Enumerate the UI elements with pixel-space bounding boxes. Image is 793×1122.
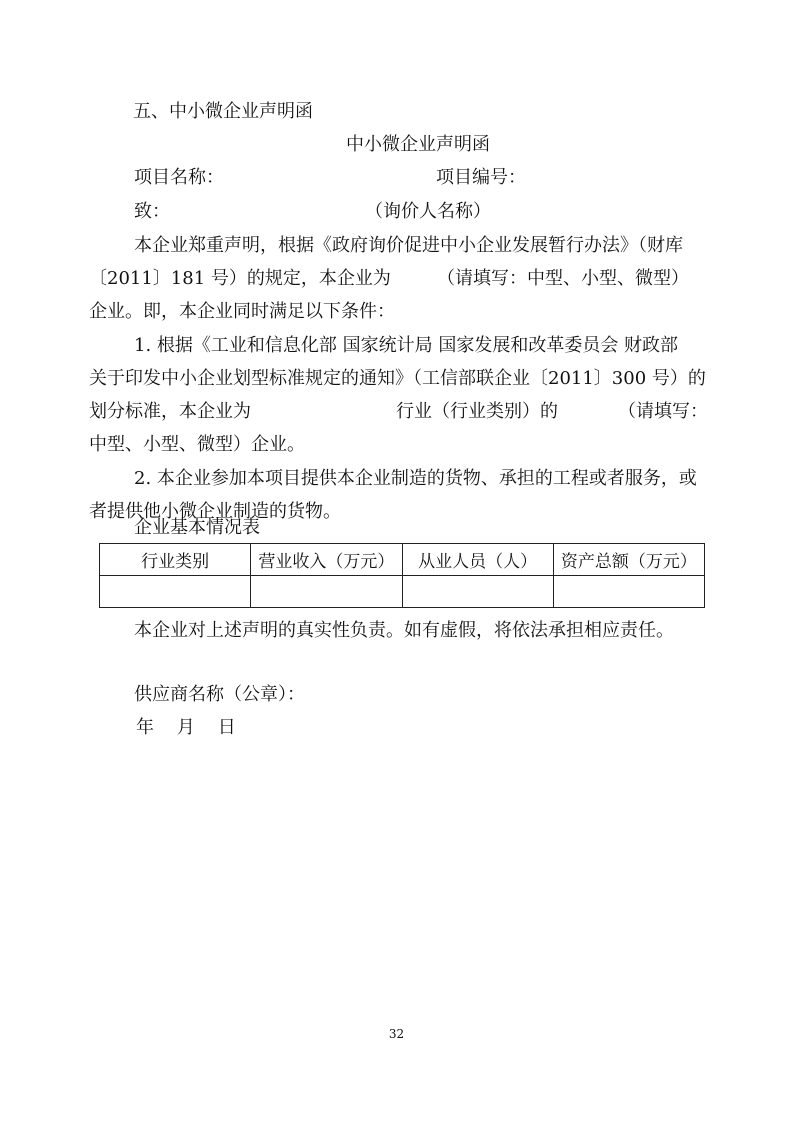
item2-line-2: 者提供他小微企业制造的货物。 xyxy=(89,501,341,522)
table-caption: 企业基本情况表 xyxy=(134,517,260,538)
table-header-row xyxy=(100,544,705,576)
table-header-cell: 营业收入（万元） xyxy=(251,544,402,576)
item1-line-1: 1. 根据《工业和信息化部 国家统计局 国家发展和改革委员会 财政部 xyxy=(134,335,679,356)
item1-line-4: 中型、小型、微型）企业。 xyxy=(89,434,305,455)
item2-line-1: 2. 本企业参加本项目提供本企业制造的货物、承担的工程或者服务，或 xyxy=(134,468,697,489)
supplier-name-label: 供应商名称（公章）： xyxy=(134,684,305,705)
to-label: 致： xyxy=(134,201,170,222)
project-number-label: 项目编号： xyxy=(436,167,526,188)
intro-line-1: 本企业郑重声明，根据《政府询价促进中小企业发展暂行办法》（财库 xyxy=(134,235,683,256)
table-row xyxy=(100,576,705,608)
project-name-label: 项目名称： xyxy=(134,167,224,188)
section-heading: 五、中小微企业声明函 xyxy=(133,101,313,122)
inquirer-name-placeholder: （询价人名称） xyxy=(365,201,491,222)
table-cell xyxy=(100,576,251,608)
document-title: 中小微企业声明函 xyxy=(346,134,490,155)
table-header-cell: 资产总额（万元） xyxy=(553,544,704,576)
item1-line-3a: 划分标准，本企业为 xyxy=(89,401,251,422)
table-cell xyxy=(251,576,402,608)
table-cell xyxy=(553,576,704,608)
table-header-cell: 行业类别 xyxy=(100,544,251,576)
table-header-cell: 从业人员（人） xyxy=(402,544,553,576)
enterprise-info-table xyxy=(99,543,705,608)
intro-line-2a: 〔2011〕181 号）的规定，本企业为 xyxy=(89,268,391,289)
intro-line-3: 企业。即，本企业同时满足以下条件： xyxy=(89,301,395,322)
intro-line-2b: （请填写：中型、小型、微型） xyxy=(437,268,689,289)
item1-line-3c: （请填写： xyxy=(618,401,708,422)
date-label: 年 月 日 xyxy=(136,717,236,738)
item1-line-2: 关于印发中小企业划型标准规定的通知》（工信部联企业〔2011〕300 号）的 xyxy=(89,368,706,389)
declaration-text: 本企业对上述声明的真实性负责。如有虚假，将依法承担相应责任。 xyxy=(134,620,674,641)
item1-line-3b: 行业（行业类别）的 xyxy=(396,401,558,422)
page-number: 32 xyxy=(388,1027,405,1041)
table-cell xyxy=(402,576,553,608)
